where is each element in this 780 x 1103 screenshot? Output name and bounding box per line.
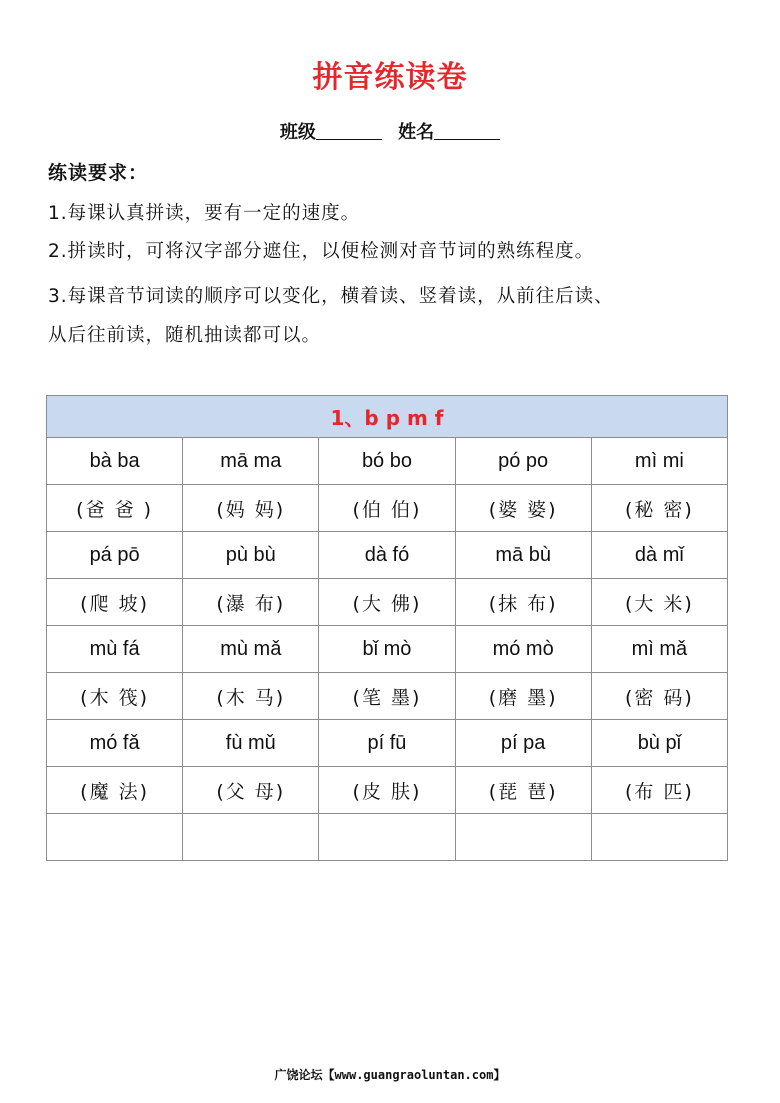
requirement-1-text: 每课认真拼读，要有一定的速度。	[67, 203, 361, 224]
pinyin-cell: pá pō	[47, 532, 183, 579]
empty-cell	[319, 814, 455, 861]
class-name-line	[0, 118, 780, 144]
pinyin-table	[46, 395, 728, 861]
hanzi-cell: (婆 婆)	[455, 485, 591, 532]
table-header-row	[47, 396, 728, 438]
requirement-3-text-line1: 每课音节词读的顺序可以变化，横着读、竖着读，从前往后读、	[67, 286, 614, 307]
requirement-1-number: 1.	[48, 203, 68, 224]
requirement-3-text-line2: 从后往前读，随机抽读都可以。	[48, 325, 322, 346]
pinyin-cell: dà mǐ	[591, 532, 727, 579]
hanzi-cell: (伯 伯)	[319, 485, 455, 532]
requirement-1	[48, 199, 738, 225]
hanzi-cell: (爬 坡)	[47, 579, 183, 626]
requirement-2-number: 2.	[48, 241, 68, 262]
requirements-heading: 练读要求：	[48, 162, 149, 184]
page-title: 拼音练读卷	[312, 60, 468, 95]
pinyin-row	[47, 438, 728, 485]
hanzi-cell: (父 母)	[183, 767, 319, 814]
table-header: 1、b p m f	[47, 396, 728, 438]
hanzi-cell: (爸 爸 )	[47, 485, 183, 532]
requirement-3	[48, 282, 738, 308]
pinyin-cell: pó po	[455, 438, 591, 485]
pinyin-row	[47, 626, 728, 673]
requirement-2-text: 拼读时，可将汉字部分遮住，以便检测对音节词的熟练程度。	[67, 241, 595, 262]
hanzi-cell: (妈 妈)	[183, 485, 319, 532]
hanzi-row	[47, 767, 728, 814]
empty-cell	[455, 814, 591, 861]
pinyin-cell: pí pa	[455, 720, 591, 767]
hanzi-cell: (抹 布)	[455, 579, 591, 626]
hanzi-cell: (密 码)	[591, 673, 727, 720]
hanzi-cell: (琵 琶)	[455, 767, 591, 814]
pinyin-row	[47, 532, 728, 579]
hanzi-row	[47, 485, 728, 532]
pinyin-cell: mā bù	[455, 532, 591, 579]
hanzi-cell: (笔 墨)	[319, 673, 455, 720]
pinyin-cell: bà ba	[47, 438, 183, 485]
pinyin-row	[47, 720, 728, 767]
hanzi-cell: (木 筏)	[47, 673, 183, 720]
pinyin-cell: bǐ mò	[319, 626, 455, 673]
hanzi-cell: (布 匹)	[591, 767, 727, 814]
name-label: 姓名	[398, 122, 435, 143]
hanzi-cell: (大 佛)	[319, 579, 455, 626]
pinyin-cell: pù bù	[183, 532, 319, 579]
empty-row	[47, 814, 728, 861]
pinyin-cell: bù pǐ	[591, 720, 727, 767]
pinyin-cell: mó mò	[455, 626, 591, 673]
hanzi-cell: (木 马)	[183, 673, 319, 720]
pinyin-cell: mì mi	[591, 438, 727, 485]
class-label: 班级	[279, 122, 316, 143]
hanzi-cell: (魔 法)	[47, 767, 183, 814]
hanzi-cell: (磨 墨)	[455, 673, 591, 720]
pinyin-cell: mì mǎ	[591, 626, 727, 673]
empty-cell	[591, 814, 727, 861]
pinyin-cell: mù fá	[47, 626, 183, 673]
hanzi-cell: (秘 密)	[591, 485, 727, 532]
empty-cell	[47, 814, 183, 861]
hanzi-cell: (瀑 布)	[183, 579, 319, 626]
requirement-3-number: 3.	[48, 286, 68, 307]
hanzi-cell: (大 米)	[591, 579, 727, 626]
class-blank[interactable]	[316, 121, 382, 140]
pinyin-cell: mó fǎ	[47, 720, 183, 767]
pinyin-cell: mù mǎ	[183, 626, 319, 673]
name-blank[interactable]	[434, 121, 500, 140]
hanzi-cell: (皮 肤)	[319, 767, 455, 814]
hanzi-row	[47, 579, 728, 626]
requirement-2	[48, 237, 738, 263]
footer-site-credit: 广饶论坛【www.guangraoluntan.com】	[274, 1068, 506, 1082]
pinyin-cell: mā ma	[183, 438, 319, 485]
requirement-3-continued	[48, 321, 738, 347]
pinyin-cell: bó bo	[319, 438, 455, 485]
hanzi-row	[47, 673, 728, 720]
pinyin-cell: pí fū	[319, 720, 455, 767]
pinyin-cell: fù mǔ	[183, 720, 319, 767]
empty-cell	[183, 814, 319, 861]
pinyin-cell: dà fó	[319, 532, 455, 579]
